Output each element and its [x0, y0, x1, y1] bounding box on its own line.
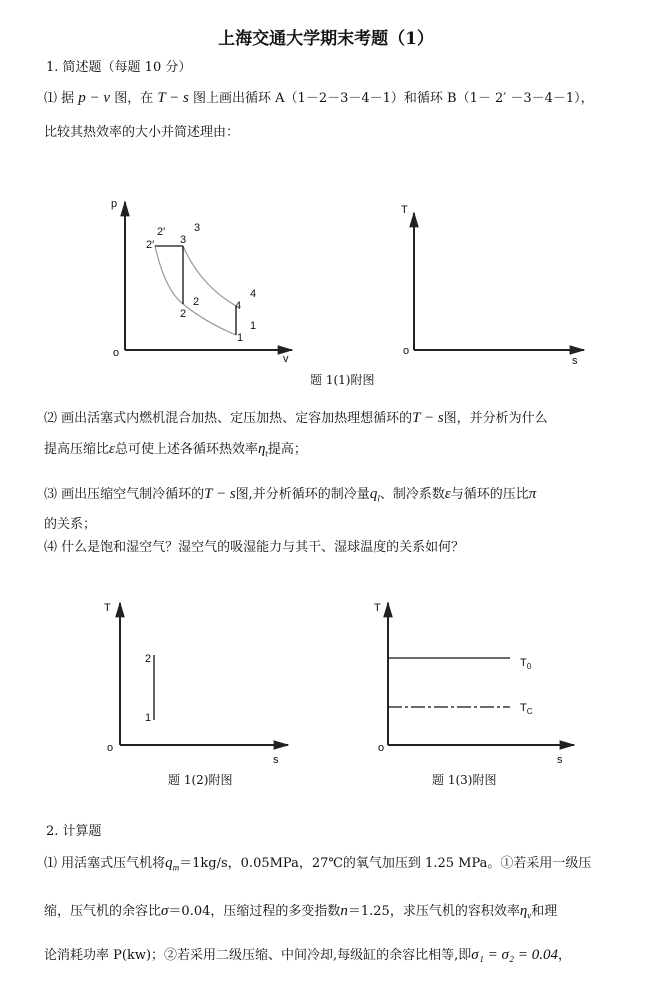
text: 总可使上述各循环热效率: [114, 442, 258, 457]
ts-diagram-2: [104, 602, 288, 766]
tc-symbol: T: [520, 702, 527, 714]
ts-diagram-blank: [401, 204, 584, 367]
text: ＝0.04，压缩过程的多变指数: [168, 904, 341, 919]
text: 与循环的压比: [450, 487, 529, 502]
math: p − v: [78, 90, 111, 106]
math: T − s: [157, 90, 189, 106]
point-label: 3: [194, 222, 201, 234]
math: m: [172, 862, 180, 873]
text: ＝1.25，求压气机的容积效率: [347, 904, 520, 919]
section-2-heading: 2. 计算题: [46, 824, 102, 839]
figure-caption: 题 1(2)附图: [168, 773, 233, 787]
math: σ₁ = σ₂ = 0.04: [471, 947, 559, 963]
point-label: 2: [193, 296, 200, 308]
origin-label: o: [107, 742, 114, 754]
math: η: [519, 903, 528, 919]
math: q: [165, 855, 173, 871]
text: ⑶ 画出压缩空气制冷循环的: [44, 487, 205, 502]
point-label: 2: [180, 308, 187, 320]
text: 和理: [531, 904, 558, 919]
axis-label: s: [572, 355, 578, 367]
t0-label: [520, 657, 532, 671]
point-label: 4: [235, 300, 242, 312]
point-label: 2: [145, 653, 152, 665]
expansion-curve: [183, 246, 236, 306]
text: 缩，压气机的余容比: [44, 904, 162, 919]
figure-caption: 题 1(1)附图: [310, 373, 375, 387]
text: 论消耗功率 P(kw)；②若采用二级压缩、中间冷却,每级缸的余容比相等,即: [44, 948, 472, 963]
axis-label: p: [111, 198, 118, 210]
math: η: [257, 441, 266, 457]
axis-label: v: [283, 353, 289, 365]
question-1-1-line2: 比较其热效率的大小并简述理由：: [44, 125, 240, 140]
math: T − s: [204, 486, 236, 502]
figure-caption: 题 1(3)附图: [432, 773, 497, 787]
origin-label: o: [113, 347, 120, 359]
section-1-heading: 1. 简述题（每题 10 分）: [46, 60, 192, 75]
question-1-4: ⑷ 什么是饱和湿空气？湿空气的吸湿能力与其干、湿球温度的关系如何？: [44, 540, 465, 555]
math: ε: [109, 441, 115, 457]
text: 图，在: [114, 91, 154, 106]
math: q: [369, 486, 378, 502]
point-label: 2′: [157, 226, 166, 238]
math: v: [527, 910, 532, 921]
axis-label: T: [104, 602, 111, 614]
math: π: [528, 486, 537, 502]
compression-curve: [155, 246, 236, 335]
tc-subscript: C: [526, 707, 533, 716]
math: σ: [161, 903, 169, 919]
text: 图，并分析为什么: [443, 411, 548, 426]
point-label: 1: [237, 332, 244, 344]
point-label: 1: [145, 712, 152, 724]
text: 提高压缩比: [44, 442, 110, 457]
math: T − s: [412, 410, 444, 426]
text: 图上画出循环 A（1－2－3－4－1）和循环 B（1－ 2′ －3－4－1），: [193, 91, 594, 106]
text: ⑴ 据: [44, 91, 75, 106]
math: l: [377, 493, 380, 504]
axis-label: s: [273, 754, 279, 766]
question-1-3-line2: 的关系；: [44, 517, 97, 532]
point-label: 1: [250, 320, 257, 332]
text: ⑵ 画出活塞式内燃机混合加热、定压加热、定容加热理想循环的: [44, 411, 413, 426]
origin-label: o: [403, 345, 410, 357]
point-label: 4: [250, 288, 257, 300]
text: ，: [558, 948, 572, 963]
math: n: [340, 903, 348, 919]
text: 图,并分析循环的制冷量: [235, 487, 370, 502]
t0-subscript: 0: [526, 662, 532, 671]
axis-label: s: [557, 754, 563, 766]
point-label: 2′: [146, 239, 155, 251]
text: ⑴ 用活塞式压气机将: [44, 856, 166, 871]
tc-label: [520, 702, 533, 716]
ts-diagram-3: [374, 602, 574, 766]
pv-diagram: [111, 198, 292, 365]
axis-label: T: [401, 204, 408, 216]
point-label: 3: [180, 234, 187, 246]
page-title: 上海交通大学期末考题（1）: [218, 29, 434, 49]
text: 提高；: [267, 442, 307, 457]
math: ε: [444, 486, 451, 502]
t0-symbol: T: [520, 657, 527, 669]
text: 、制冷系数: [379, 487, 445, 502]
axis-label: T: [374, 602, 381, 614]
text: ＝1kg/s，0.05MPa，27℃的氧气加压到 1.25 MPa。①若采用一级压: [179, 856, 592, 871]
origin-label: o: [378, 742, 385, 754]
math: t: [265, 448, 268, 459]
